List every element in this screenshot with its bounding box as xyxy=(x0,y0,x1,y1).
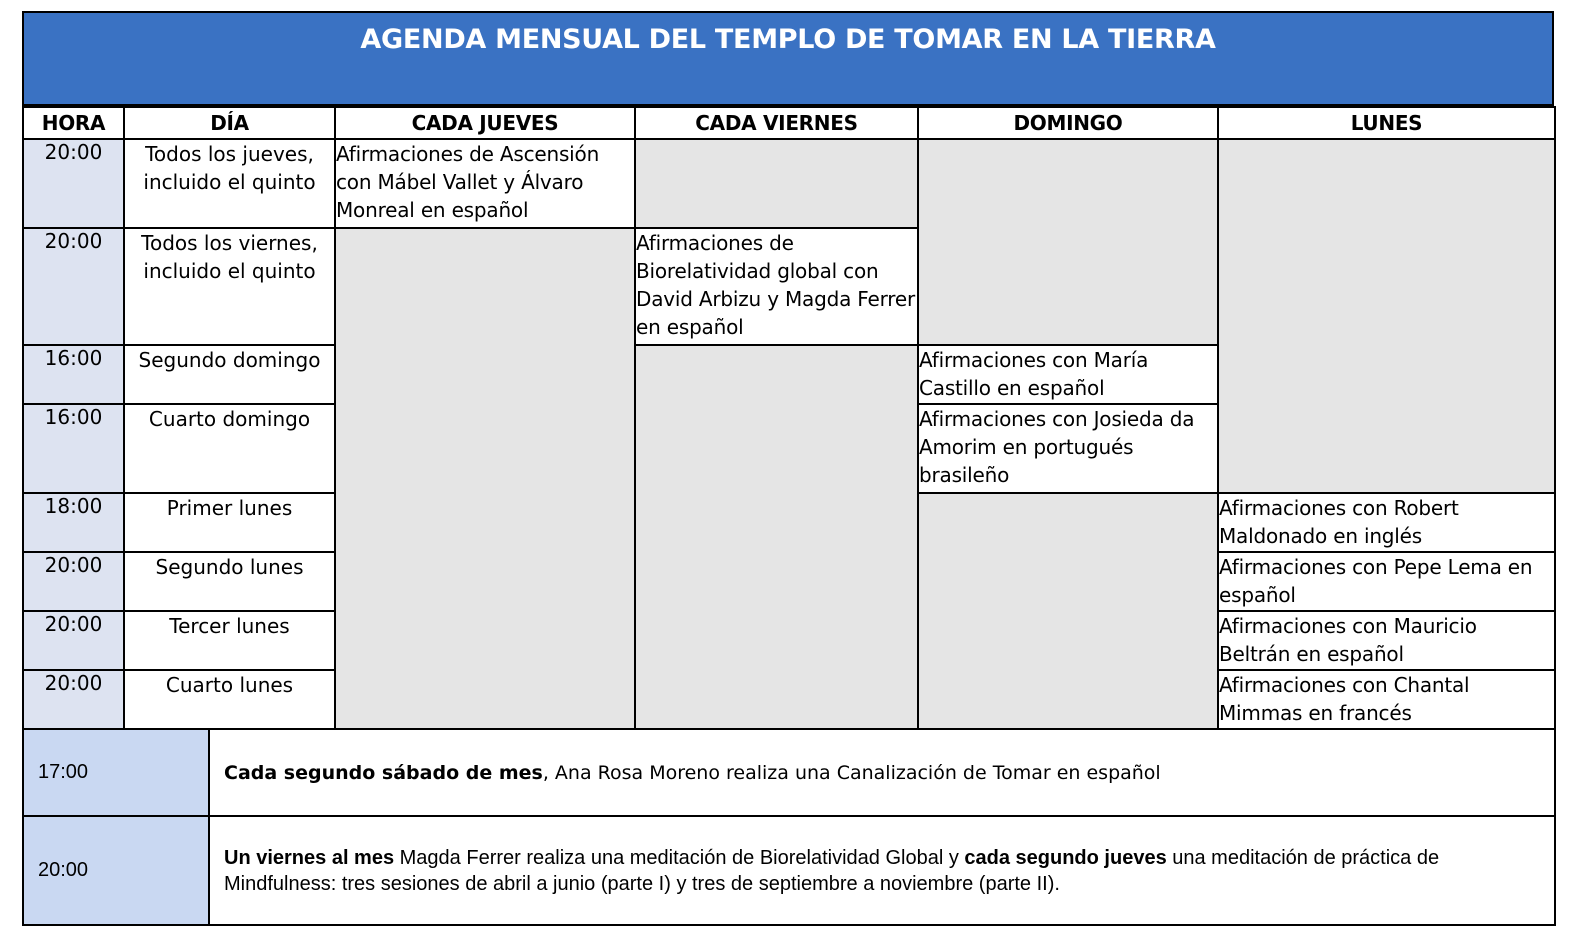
day-cell: Todos los viernes, incluido el quinto xyxy=(124,228,335,345)
special-event-rest: , Ana Rosa Moreno realiza una Canalización de Tomar en español xyxy=(542,761,1161,784)
special-event-row xyxy=(23,816,1555,925)
hour-cell: 20:00 xyxy=(23,228,124,345)
hour-cell: 16:00 xyxy=(23,345,124,404)
empty-cell xyxy=(918,493,1218,729)
empty-cell xyxy=(635,139,918,228)
special-event-rest: una meditación de práctica de Mindfulness: tres sesiones de abril a junio (parte I) y tres de septiembre a noviembre (parte II). xyxy=(224,846,1440,895)
table-row xyxy=(23,139,1555,228)
empty-cell xyxy=(335,228,635,729)
special-hour-cell: 20:00 xyxy=(23,816,209,925)
empty-cell xyxy=(635,345,918,729)
hour-cell: 20:00 xyxy=(23,139,124,228)
day-cell: Todos los jueves, incluido el quinto xyxy=(124,139,335,228)
day-cell: Segundo domingo xyxy=(124,345,335,404)
special-hour-cell: 17:00 xyxy=(23,729,209,816)
hour-cell: 16:00 xyxy=(23,404,124,493)
event-jueves: Afirmaciones de Ascensión con Mábel Vallet y Álvaro Monreal en español xyxy=(335,139,635,228)
schedule-table xyxy=(22,106,1556,730)
event-lunes-primero: Afirmaciones con Robert Maldonado en inglés xyxy=(1218,493,1555,552)
header-viernes: CADA VIERNES xyxy=(635,107,918,139)
event-domingo-cuarto: Afirmaciones con Josieda da Amorim en portugués brasileño xyxy=(918,404,1218,493)
agenda-sheet xyxy=(22,11,1554,926)
special-event-bold: Cada segundo sábado de mes xyxy=(224,761,543,784)
special-events-table xyxy=(22,728,1556,926)
event-lunes-cuarto: Afirmaciones con Chantal Mimmas en francés xyxy=(1218,670,1555,729)
empty-cell xyxy=(1218,139,1555,493)
event-domingo-segundo: Afirmaciones con María Castillo en español xyxy=(918,345,1218,404)
header-row xyxy=(23,107,1555,139)
event-viernes: Afirmaciones de Biorelatividad global con David Arbizu y Magda Ferrer en español xyxy=(635,228,918,345)
day-cell: Segundo lunes xyxy=(124,552,335,611)
header-hora: HORA xyxy=(23,107,124,139)
special-event-text xyxy=(209,816,1555,925)
special-event-rest: Magda Ferrer realiza una meditación de Biorelatividad Global y xyxy=(394,846,965,869)
special-event-row xyxy=(23,729,1555,816)
hour-cell: 20:00 xyxy=(23,611,124,670)
hour-cell: 20:00 xyxy=(23,552,124,611)
day-cell: Cuarto domingo xyxy=(124,404,335,493)
header-jueves: CADA JUEVES xyxy=(335,107,635,139)
special-event-bold: cada segundo jueves xyxy=(964,846,1167,869)
agenda-title: AGENDA MENSUAL DEL TEMPLO DE TOMAR EN LA TIERRA xyxy=(22,11,1554,106)
special-event-text xyxy=(209,729,1555,816)
day-cell: Tercer lunes xyxy=(124,611,335,670)
event-lunes-segundo: Afirmaciones con Pepe Lema en español xyxy=(1218,552,1555,611)
day-cell: Primer lunes xyxy=(124,493,335,552)
hour-cell: 18:00 xyxy=(23,493,124,552)
special-event-bold: Un viernes al mes xyxy=(224,846,395,869)
header-dia: DÍA xyxy=(124,107,335,139)
hour-cell: 20:00 xyxy=(23,670,124,729)
empty-cell xyxy=(918,139,1218,345)
header-domingo: DOMINGO xyxy=(918,107,1218,139)
header-lunes: LUNES xyxy=(1218,107,1555,139)
day-cell: Cuarto lunes xyxy=(124,670,335,729)
event-lunes-tercero: Afirmaciones con Mauricio Beltrán en español xyxy=(1218,611,1555,670)
